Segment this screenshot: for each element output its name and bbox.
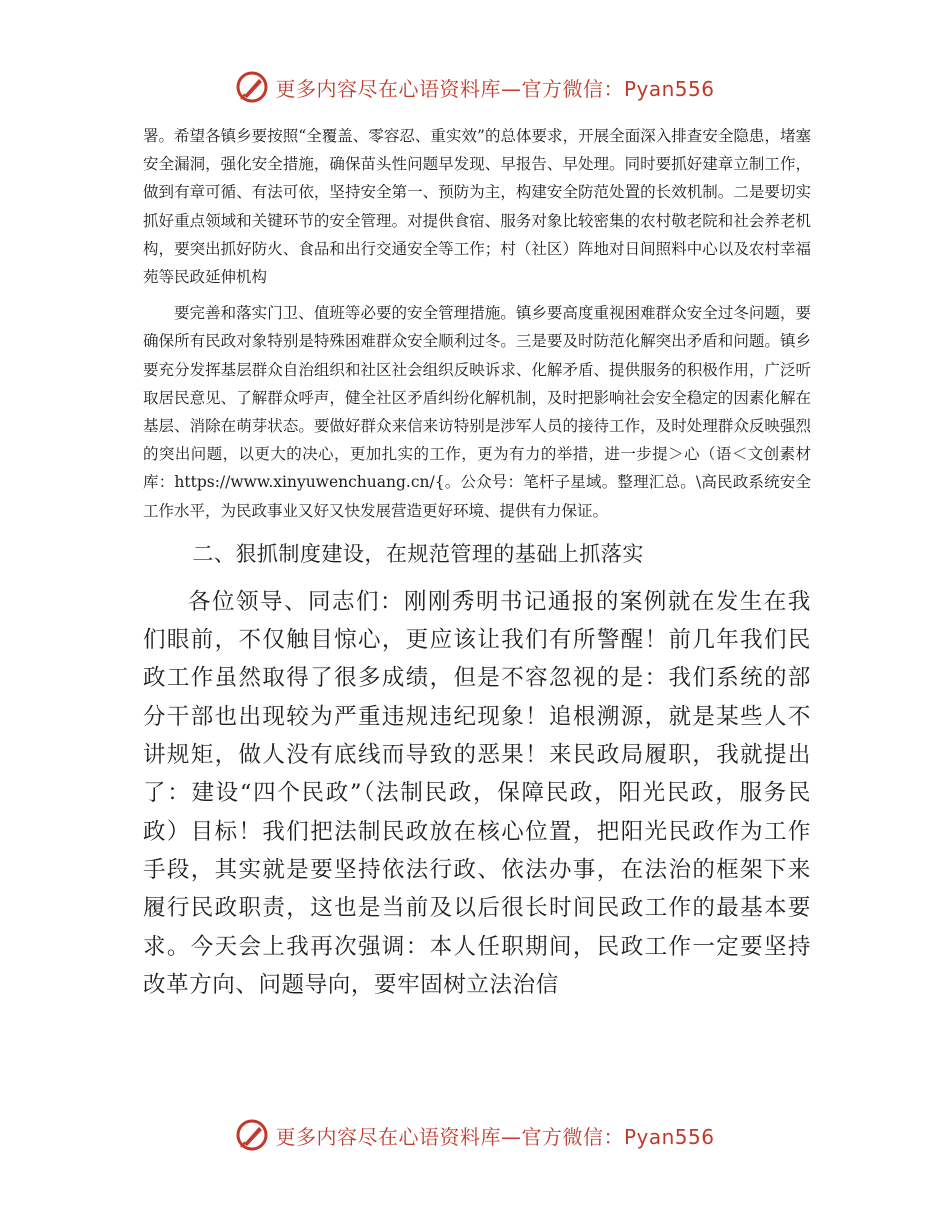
- paragraph-3: 各位领导、同志们：刚刚秀明书记通报的案例就在发生在我们眼前，不仅触目惊心，更应该让我们有所警醒！前几年我们民政工作虽然取得了很多成绩，但是不容忽视的是：我们系统的部分干部也出现较为严重违规违纪现象！追根溯源，就是某些人不讲规矩，做人没有底线而导致的恶果！来民政局履职，我就提出了：建设“四个民政”（法制民政，保障民政，阳光民政，服务民政）目标！我们把法制民政放在核心位置，把阳光民政作为工作手段，其实就是要坚持依法行政、依法办事，在法治的框架下来履行民政职责，这也是当前及以后很长时间民政工作的最基本要求。今天会上我再次强调：本人任职期间，民政工作一定要坚持改革方向、问题导向，要牢固树立法治信: [143, 588, 811, 998]
- section-heading: 二、狠抓制度建设，在规范管理的基础上抓落实: [192, 541, 644, 566]
- footer-banner: [0, 1118, 950, 1152]
- banner-text: 更多内容尽在心语资料库—官方微信：Pyan556: [275, 76, 715, 101]
- quill-pen-seal-icon: [235, 1118, 269, 1152]
- banner-text: 更多内容尽在心语资料库—官方微信：Pyan556: [275, 1124, 715, 1149]
- header-banner: [0, 70, 950, 104]
- document-body: [143, 122, 811, 1004]
- paragraph-1: 署。希望各镇乡要按照“全覆盖、零容忍、重实效”的总体要求，开展全面深入排查安全隐患，堵塞安全漏洞，强化安全措施，确保苗头性问题早发现、早报告、早处理。同时要抓好建章立制工作，做到有章可循、有法可依，坚持安全第一、预防为主，构建安全防范处置的长效机制。二是要切实抓好重点领域和关键环节的安全管理。对提供食宿、服务对象比较密集的农村敬老院和社会养老机构，要突出抓好防火、食品和出行交通安全等工作；村（社区）阵地对日间照料中心以及农村幸福苑等民政延伸机构: [143, 127, 811, 287]
- quill-pen-seal-icon: [235, 70, 269, 104]
- paragraph-2: 要完善和落实门卫、值班等必要的安全管理措施。镇乡要高度重视困难群众安全过冬问题，要确保所有民政对象特别是特殊困难群众安全顺利过冬。三是要及时防范化解突出矛盾和问题。镇乡要充分发挥基层群众自治组织和社区社会组织反映诉求、化解矛盾、提供服务的积极作用，广泛听取居民意见、了解群众呼声，健全社区矛盾纠纷化解机制，及时把影响社会安全稳定的因素化解在基层、消除在萌芽状态。要做好群众来信来访特别是涉军人员的接待工作，及时处理群众反映强烈的突出问题，以更大的决心，更加扎实的工作，更为有力的举措，进一步提＞心（语＜文创素材库：https://www.xinyuwenchuang.cn/{。公众号：笔杆子星域。整理汇总。\高民政系统安全工作水平，为民政事业又好又快发展营造更好环境、提供有力保证。: [143, 304, 811, 520]
